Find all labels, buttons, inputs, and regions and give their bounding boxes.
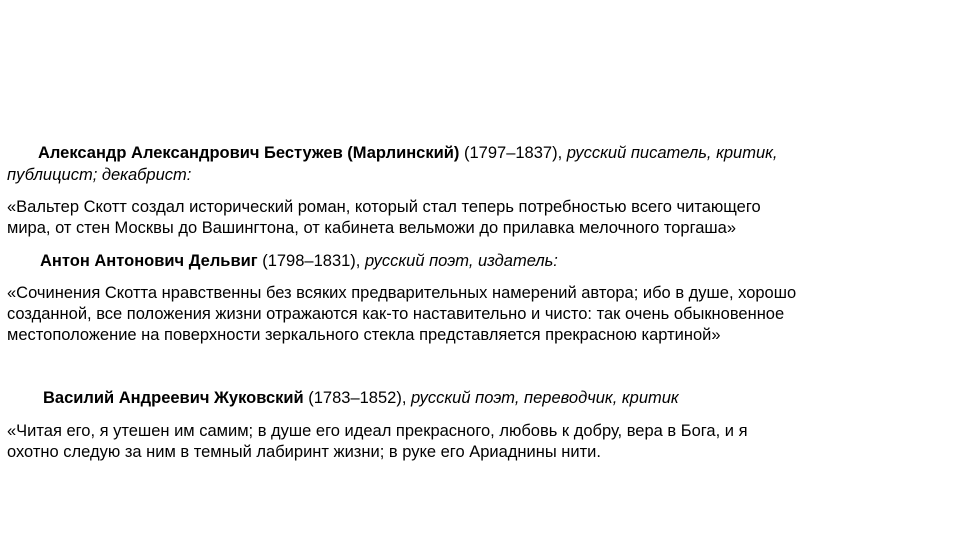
quote-line: местоположение на поверхности зеркального стекла представляется прекрасною картиной» <box>7 326 721 344</box>
author-role: русский поэт, издатель: <box>364 252 558 270</box>
author-name: Александр Александрович Бестужев (Марлинский) <box>38 144 460 162</box>
quote-line: «Сочинения Скотта нравственны без всяких предварительных намерений автора; ибо в душе, хорошо <box>7 284 797 302</box>
author-role-continued: публицист; декабрист: <box>7 166 192 184</box>
quote-line: мира, от стен Москвы до Вашингтона, от кабинета вельможи до прилавка мелочного торгаша» <box>7 219 737 237</box>
author-dates: (1798–1831), <box>257 252 365 270</box>
quote-line: созданной, все положения жизни отражаются как-то наставительно и чисто: так очень обыкновенное <box>7 305 785 323</box>
quote-line: «Читая его, я утешен им самим; в душе его идеал прекрасного, любовь к добру, вера в Бога, и я <box>7 422 748 440</box>
quote-line: «Вальтер Скотт создал исторический роман, который стал теперь потребностью всего читающего <box>7 198 761 216</box>
author-role: русский писатель, критик, <box>566 144 778 162</box>
author-heading-zhukovsky <box>43 388 679 408</box>
author-heading-delvig <box>40 251 558 271</box>
author-role: русский поэт, переводчик, критик <box>411 389 679 407</box>
author-heading-bestuzhev <box>38 143 778 163</box>
author-dates: (1797–1837), <box>459 144 567 162</box>
author-dates: (1783–1852), <box>303 389 412 407</box>
quote-line: охотно следую за ним в темный лабиринт жизни; в руке его Ариаднины нити. <box>7 443 601 461</box>
author-name: Василий Андреевич Жуковский <box>43 389 304 407</box>
author-name: Антон Антонович Дельвиг <box>40 252 258 270</box>
